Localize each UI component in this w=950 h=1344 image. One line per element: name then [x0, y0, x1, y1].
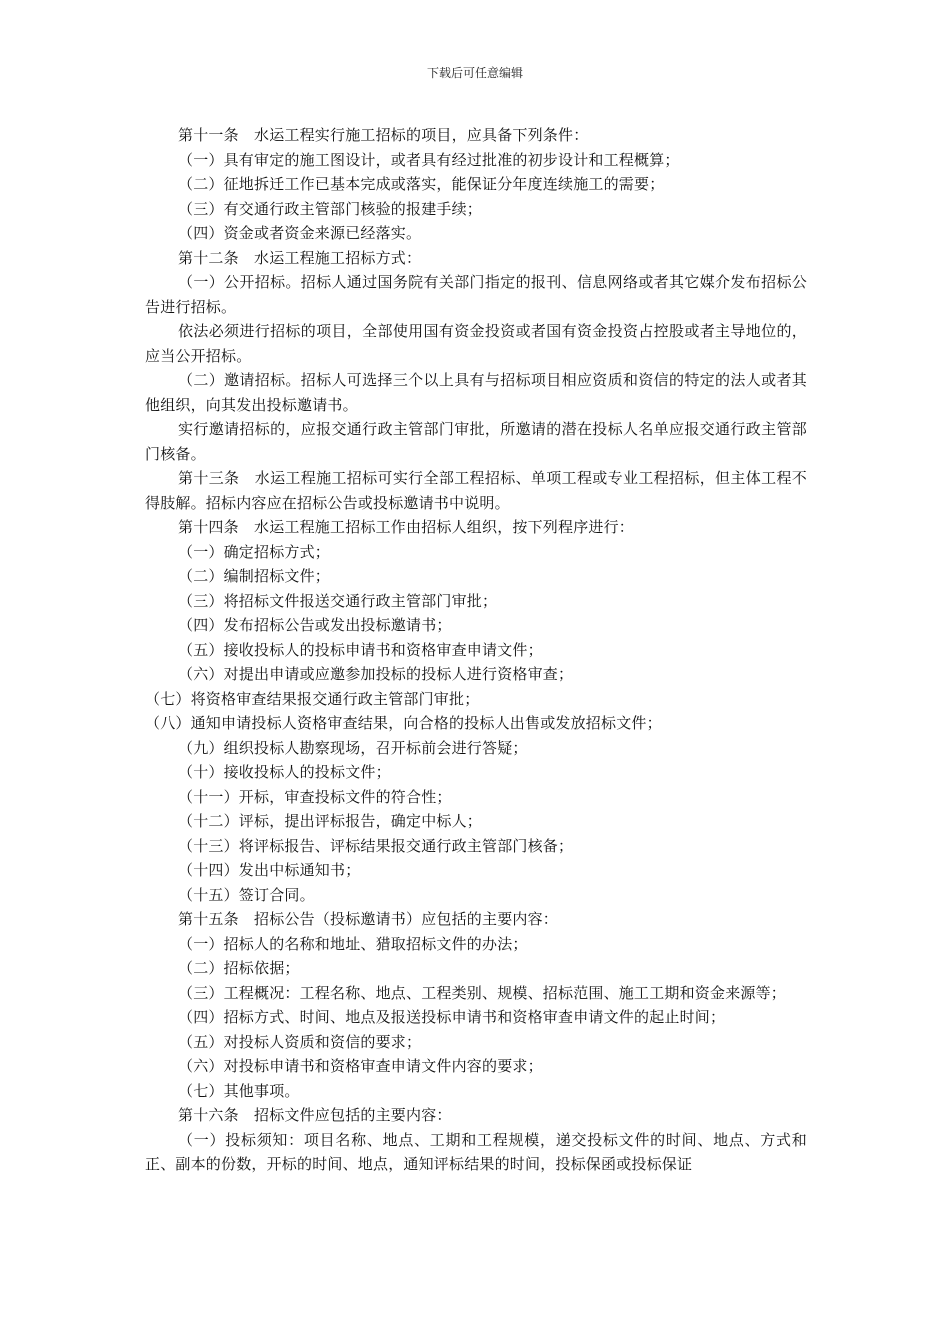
paragraph: 第十三条 水运工程施工招标可实行全部工程招标、单项工程或专业工程招标，但主体工程不得肢解。招标内容应在招标公告或投标邀请书中说明。 — [145, 469, 807, 512]
paragraph: （九）组织投标人勘察现场，召开标前会进行答疑； — [178, 738, 528, 757]
paragraph: 第十四条 水运工程施工招标工作由招标人组织，按下列程序进行： — [178, 518, 635, 536]
paragraph: （七）将资格审查结果报交通行政主管部门审批； — [145, 689, 480, 708]
paragraph: （六）对投标申请书和资格审查申请文件内容的要求； — [178, 1057, 543, 1075]
paragraph: （三）将招标文件报送交通行政主管部门审批； — [178, 591, 498, 610]
paragraph: （二）招标依据； — [178, 959, 300, 977]
paragraph: （三）有交通行政主管部门核验的报建手续； — [178, 199, 483, 218]
paragraph: （四）资金或者资金来源已经落实。 — [178, 224, 422, 242]
paragraph: （二）邀请招标。招标人可选择三个以上具有与招标项目相应资质和资信的特定的法人或者其他组织，向其发出投标邀请书。 — [145, 371, 807, 414]
paragraph: （二）征地拆迁工作已基本完成或落实，能保证分年度连续施工的需要； — [178, 175, 665, 193]
paragraph: （三）工程概况：工程名称、地点、工程类别、规模、招标范围、施工工期和资金来源等； — [178, 983, 787, 1002]
paragraph: （二）编制招标文件； — [178, 567, 331, 585]
paragraph: （五）接收投标人的投标申请书和资格审查申请文件； — [178, 640, 543, 659]
paragraph: （八）通知申请投标人资格审查结果，向合格的投标人出售或发放招标文件； — [145, 714, 662, 732]
paragraph: （七）其他事项。 — [178, 1081, 300, 1100]
paragraph: （十）接收投标人的投标文件； — [178, 763, 391, 781]
paragraph: （一）投标须知：项目名称、地点、工期和工程规模，递交投标文件的时间、地点、方式和正、副本的份数，开标的时间、地点，通知评标结果的时间，投标保函或投标保证 — [145, 1130, 807, 1173]
paragraph: （四）发布招标公告或发出投标邀请书； — [178, 616, 452, 634]
paragraph: 依法必须进行招标的项目，全部使用国有资金投资或者国有资金投资占控股或者主导地位的，应当公开招标。 — [145, 322, 807, 365]
paragraph: （十四）发出中标通知书； — [178, 861, 361, 879]
paragraph: 第十六条 招标文件应包括的主要内容： — [178, 1106, 452, 1124]
paragraph: （四）招标方式、时间、地点及报送投标申请书和资格审查申请文件的起止时间； — [178, 1008, 726, 1026]
paragraph: （十五）签订合同。 — [178, 885, 315, 904]
paragraph: 第十二条 水运工程施工招标方式： — [178, 248, 422, 267]
paragraph: （一）确定招标方式； — [178, 542, 331, 561]
paragraph: 第十一条 水运工程实行施工招标的项目，应具备下列条件： — [178, 126, 589, 144]
paragraph: （十一）开标，审查投标文件的符合性； — [178, 787, 452, 806]
paragraph: （一）公开招标。招标人通过国务院有关部门指定的报刊、信息网络或者其它媒介发布招标公告进行招标。 — [145, 273, 807, 316]
paragraph: （六）对提出申请或应邀参加投标的投标人进行资格审查； — [178, 665, 574, 683]
paragraph: （十三）将评标报告、评标结果报交通行政主管部门核备； — [178, 836, 574, 855]
paragraph: （一）具有审定的施工图设计，或者具有经过批准的初步设计和工程概算； — [178, 150, 680, 169]
paragraph: （十二）评标，提出评标报告，确定中标人； — [178, 812, 483, 830]
paragraph: （一）招标人的名称和地址、猎取招标文件的办法； — [178, 934, 528, 953]
paragraph: 实行邀请招标的，应报交通行政主管部门审批，所邀请的潜在投标人名单应报交通行政主管部门核备。 — [145, 420, 807, 463]
paragraph: 第十五条 招标公告（投标邀请书）应包括的主要内容： — [178, 910, 559, 928]
document-body — [145, 123, 807, 1177]
page-header-note: 下载后可任意编辑 — [426, 66, 523, 80]
paragraph: （五）对投标人资质和资信的要求； — [178, 1032, 422, 1051]
